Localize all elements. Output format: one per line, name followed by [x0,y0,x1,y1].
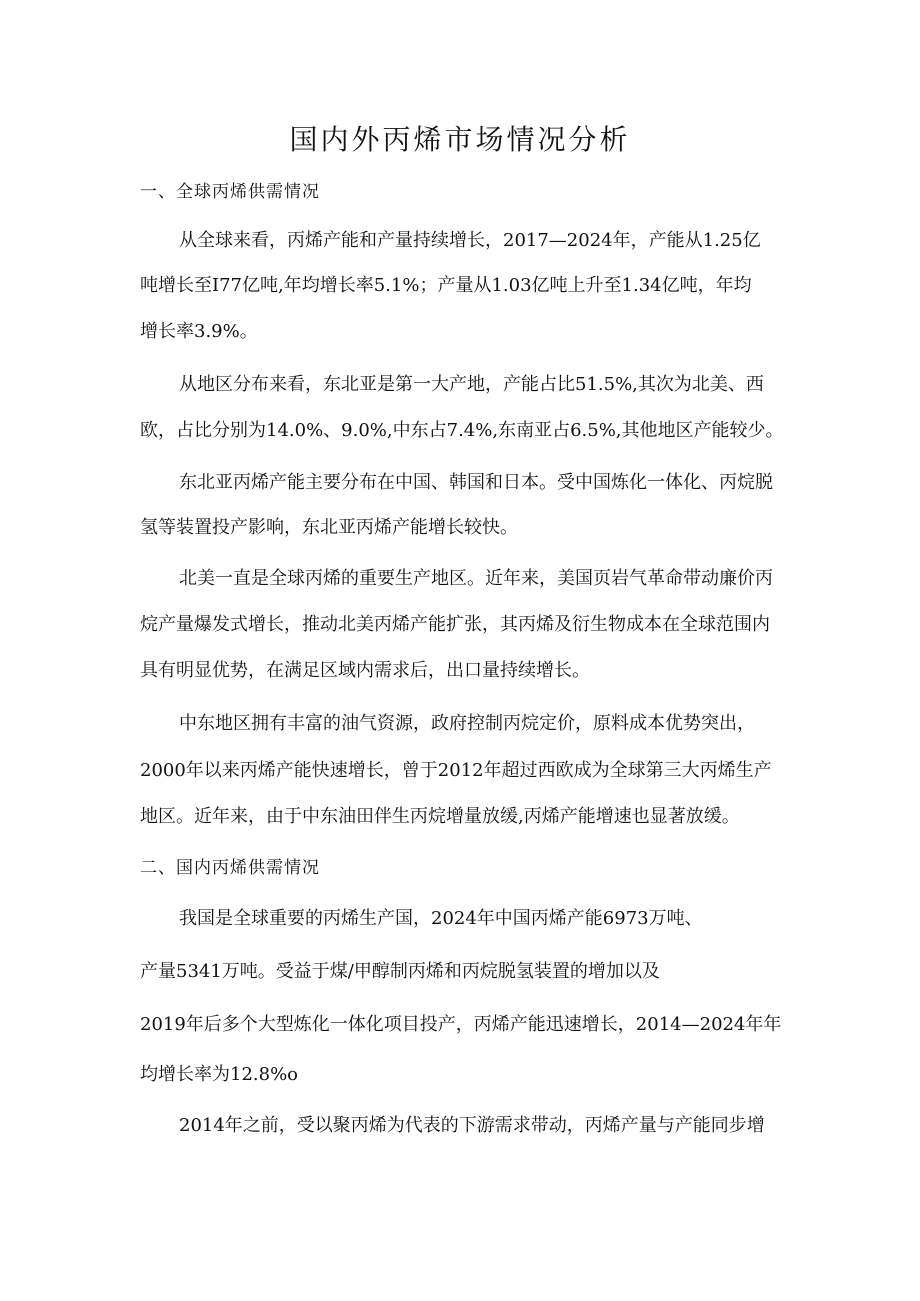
paragraph-line: 增长率3.9%。 [140,321,258,342]
document-title: 国内外丙烯市场情况分析 [289,123,631,156]
paragraph-line: 欧，占比分别为14.0%、9.0%,中东占7.4%,东南亚占6.5%,其他地区产能较少。 [140,420,784,441]
paragraph-line: 产量5341万吨。受益于煤/甲醇制丙烯和丙烷脱氢装置的增加以及 [140,961,660,982]
section-heading-domestic: 二、国内丙烯供需情况 [140,858,320,878]
section-heading-global: 一、全球丙烯供需情况 [140,182,320,202]
paragraph-line: 北美一直是全球丙烯的重要生产地区。近年来，美国页岩气革命带动廉价丙 [179,568,773,589]
paragraph-line: 吨增长至I77亿吨,年均增长率5.1%；产量从1.03亿吨上升至1.34亿吨，年均 [140,275,752,296]
paragraph-line: 具有明显优势，在满足区域内需求后，出口量持续增长。 [140,660,590,681]
paragraph-line: 从全球来看，丙烯产能和产量持续增长，2017—2024年，产能从1.25亿 [179,230,761,251]
paragraph-line: 烷产量爆发式增长，推动北美丙烯产能扩张，其丙烯及衍生物成本在全球范围内 [140,614,770,635]
paragraph-line: 均增长率为12.8%o [140,1064,299,1085]
paragraph-line: 氢等装置投产影响，东北亚丙烯产能增长较快。 [140,517,518,538]
paragraph-line: 中东地区拥有丰富的油气资源，政府控制丙烷定价，原料成本优势突出， [179,713,755,734]
paragraph-line: 地区。近年来，由于中东油田伴生丙烷增量放缓,丙烯产能增速也显著放缓。 [140,806,740,827]
paragraph-line: 2000年以来丙烯产能快速增长，曾于2012年超过西欧成为全球第三大丙烯生产 [140,760,772,781]
paragraph-line: 东北亚丙烯产能主要分布在中国、韩国和日本。受中国炼化一体化、丙烷脱 [179,472,773,493]
paragraph-line: 2014年之前，受以聚丙烯为代表的下游需求带动，丙烯产量与产能同步增 [179,1115,765,1136]
paragraph-line: 我国是全球重要的丙烯生产国，2024年中国丙烯产能6973万吨、 [179,908,703,929]
paragraph-line: 从地区分布来看，东北亚是第一大产地，产能占比51.5%,其次为北美、西 [179,374,764,395]
paragraph-line: 2019年后多个大型炼化一体化项目投产，丙烯产能迅速增长，2014—2024年年 [140,1014,782,1035]
